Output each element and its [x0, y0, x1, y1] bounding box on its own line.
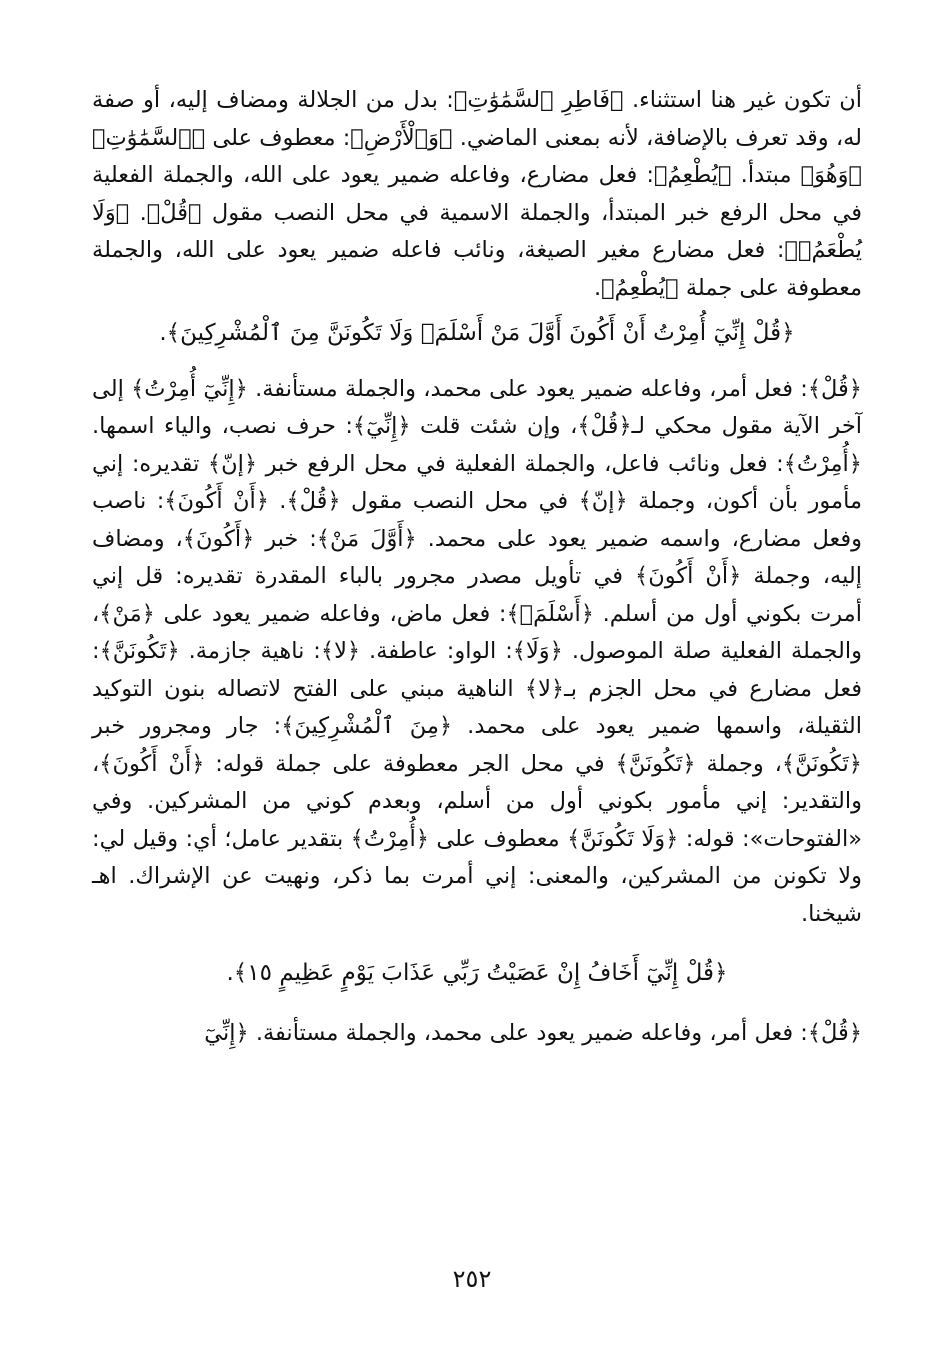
paragraph-commentary-2: ﴿قُلْ﴾: فعل أمر، وفاعله ضمير يعود على محمد، والجملة مستأنفة. ﴿إِنِّيٓ أُمِرْتُ﴾ إلى آخر الآية مقول محكي لـ﴿قُلْ﴾، وإن شئت قلت ﴿إِنِّيٓ﴾: حرف نصب، والياء اسمها. ﴿أُمِرْتُ﴾: فعل ونائب فاعل، والجملة الفعلية في محل الرفع خبر ﴿إنّ﴾ تقديره: إني مأمور بأن أكون، وجملة ﴿إنّ﴾ في محل النصب مقول ﴿قُلْ﴾. ﴿أَنْ أَكُونَ﴾: ناصب وفعل مضارع، واسمه ضمير يعود على محمد. ﴿أَوَّلَ مَنْ﴾: خبر ﴿أَكُونَ﴾، ومضاف إليه، وجملة ﴿أَنْ أَكُونَ﴾ في تأويل مصدر مجرور بالباء المقدرة تقديره: قل إني أمرت بكوني أول من أسلم. ﴿أَسْلَمَۖ﴾: فعل ماض، وفاعله ضمير يعود على ﴿مَنْ﴾، والجملة الفعلية صلة الموصول. ﴿وَلَا﴾: الواو: عاطفة. ﴿لا﴾: ناهية جازمة. ﴿تَكُونَنَّ﴾: فعل مضارع في محل الجزم بـ﴿لا﴾ الناهية مبني على الفتح لاتصاله بنون التوكيد الثقيلة، واسمها ضمير يعود على محمد. ﴿مِنَ ٱلْمُشْرِكِينَ﴾: جار ومجرور خبر ﴿تَكُونَنَّ﴾، وجملة ﴿تَكُونَنَّ﴾ في محل الجر معطوفة على جملة قوله: ﴿أَنْ أَكُونَ﴾، والتقدير: إني مأمور بكوني أول من أسلم، وبعدم كوني من المشركين. وفي «الفتوحات»: قوله: ﴿وَلَا تَكُونَنَّ﴾ معطوف على ﴿أُمِرْتُ﴾ بتقدير عامل؛ أي: وقيل لي: ولا تكونن من المشركين، والمعنى: إني أمرت بما ذكر، ونهيت عن الإشراك. اهـ شيخنا.: [92, 375, 862, 927]
page-number: ٢٥٢: [452, 1265, 492, 1293]
paragraph-commentary-3: ﴿قُلْ﴾: فعل أمر، وفاعله ضمير يعود على محمد، والجملة مستأنفة. ﴿إِنِّيٓ: [204, 1019, 862, 1046]
paragraph-commentary-1: أن تكون غير هنا استثناء. ﴿فَاطِرِ ٱلسَّمَٰوَٰتِ﴾: بدل من الجلالة ومضاف إليه، أو صفة له، وقد تعرف بالإضافة، لأنه بمعنى الماضي. ﴿وَٱلْأَرْضِ﴾: معطوف على ﴿ٱلسَّمَٰوَٰتِ﴾ ﴿وَهُوَ﴾ مبتدأ. ﴿يُطْعِمُ﴾: فعل مضارع، وفاعله ضمير يعود على الله، والجملة الفعلية في محل الرفع خبر المبتدأ، والجملة الاسمية في محل النصب مقول ﴿قُلْ﴾. ﴿وَلَا يُطْعَمُۗ﴾: فعل مضارع مغير الصيغة، ونائب فاعله ضمير يعود على الله، والجملة معطوفة على جملة ﴿يُطْعِمُ﴾.: [92, 87, 862, 301]
quran-verse-15: ﴿قُلْ إِنِّيٓ أَخَافُ إِنْ عَصَيْتُ رَبِّي عَذَابَ يَوْمٍ عَظِيمٍ ١٥﴾.: [226, 960, 728, 986]
page-body: [92, 82, 862, 1052]
quran-verse-14: ﴿قُلْ إِنِّيٓ أُمِرْتُ أَنْ أَكُونَ أَوَّلَ مَنْ أَسْلَمَۖ وَلَا تَكُونَنَّ مِنَ ٱلْمُشْرِكِينَ﴾.: [159, 320, 795, 346]
